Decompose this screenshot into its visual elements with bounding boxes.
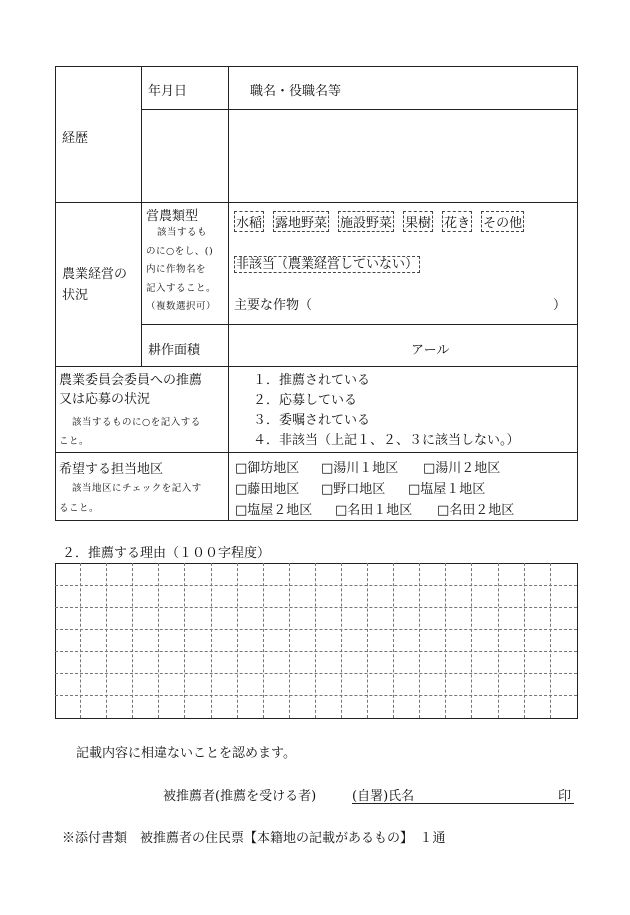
district-options xyxy=(235,458,514,521)
type-option-not-applicable[interactable]: 非該当（農業経営していない） xyxy=(236,257,419,272)
farm-type-options xyxy=(234,211,524,232)
district-yukawa-1[interactable]: □湯川１地区 xyxy=(321,461,399,476)
recommendation-option-4[interactable]: ４．非該当（上記１、２、３に該当しない。） xyxy=(253,433,520,448)
signature-field[interactable] xyxy=(352,785,574,804)
area-label: 耕作面積 xyxy=(148,343,201,358)
signer-label: 被推薦者(推薦を受ける者) xyxy=(163,789,317,804)
recommendation-options xyxy=(253,371,520,451)
recommendation-note: 該当するものに○を記入する こと。 xyxy=(59,417,201,447)
type-option-field-vegetables[interactable]: 露地野菜 xyxy=(273,211,329,232)
district-yukawa-2[interactable]: □湯川２地区 xyxy=(423,461,501,476)
district-label: 希望する担当地区 xyxy=(59,462,164,477)
career-label: 経歴 xyxy=(62,131,89,146)
farm-type-note: 該当するも のに○をし、() 内に作物名を 記入すること。 （複数選択可） xyxy=(146,227,217,312)
attachment-note: ※添付書類 被推薦者の住民票【本籍地の記載があるもの】 １通 xyxy=(62,831,446,846)
district-nada-1[interactable]: □名田１地区 xyxy=(335,503,413,518)
confirmation-statement: 記載内容に相違ないことを認めます。 xyxy=(76,746,296,761)
career-date-header: 年月日 xyxy=(148,84,188,99)
area-unit: アール xyxy=(411,343,450,358)
signature-label: (自署)氏名 xyxy=(352,789,415,804)
district-gobo[interactable]: □御坊地区 xyxy=(235,461,300,476)
type-option-rice[interactable]: 水稲 xyxy=(234,211,264,232)
recommendation-option-3[interactable]: ３．委嘱されている xyxy=(253,413,371,428)
type-option-greenhouse-vegetables[interactable]: 施設野菜 xyxy=(338,211,394,232)
career-position-header: 職名・役職名等 xyxy=(250,84,342,99)
main-crop-close: ） xyxy=(553,298,567,313)
type-option-fruit-trees[interactable]: 果樹 xyxy=(403,211,433,232)
reason-heading: ２．推薦する理由（１００字程度） xyxy=(62,546,271,561)
district-note: 該当地区にチェックを記入す ること。 xyxy=(59,483,202,514)
district-nada-2[interactable]: □名田２地区 xyxy=(437,503,515,518)
seal-mark: 印 xyxy=(558,789,572,804)
district-fujita[interactable]: □藤田地区 xyxy=(235,482,300,497)
main-crop-label: 主要な作物（ xyxy=(234,298,313,313)
type-option-flowers[interactable]: 花き xyxy=(442,211,472,232)
district-shioya-2[interactable]: □塩屋２地区 xyxy=(235,503,313,518)
district-noguchi[interactable]: □野口地区 xyxy=(321,482,386,497)
recommendation-option-2[interactable]: ２．応募している xyxy=(253,393,358,408)
recommendation-option-1[interactable]: １．推薦されている xyxy=(253,373,371,388)
district-shioya-1[interactable]: □塩屋１地区 xyxy=(408,482,486,497)
farm-status-label: 農業経営の 状況 xyxy=(62,267,128,303)
recommendation-label: 農業委員会委員への推薦 又は応募の状況 xyxy=(59,373,203,407)
farm-type-label: 営農類型 xyxy=(146,209,199,224)
type-option-other[interactable]: その他 xyxy=(481,211,524,232)
